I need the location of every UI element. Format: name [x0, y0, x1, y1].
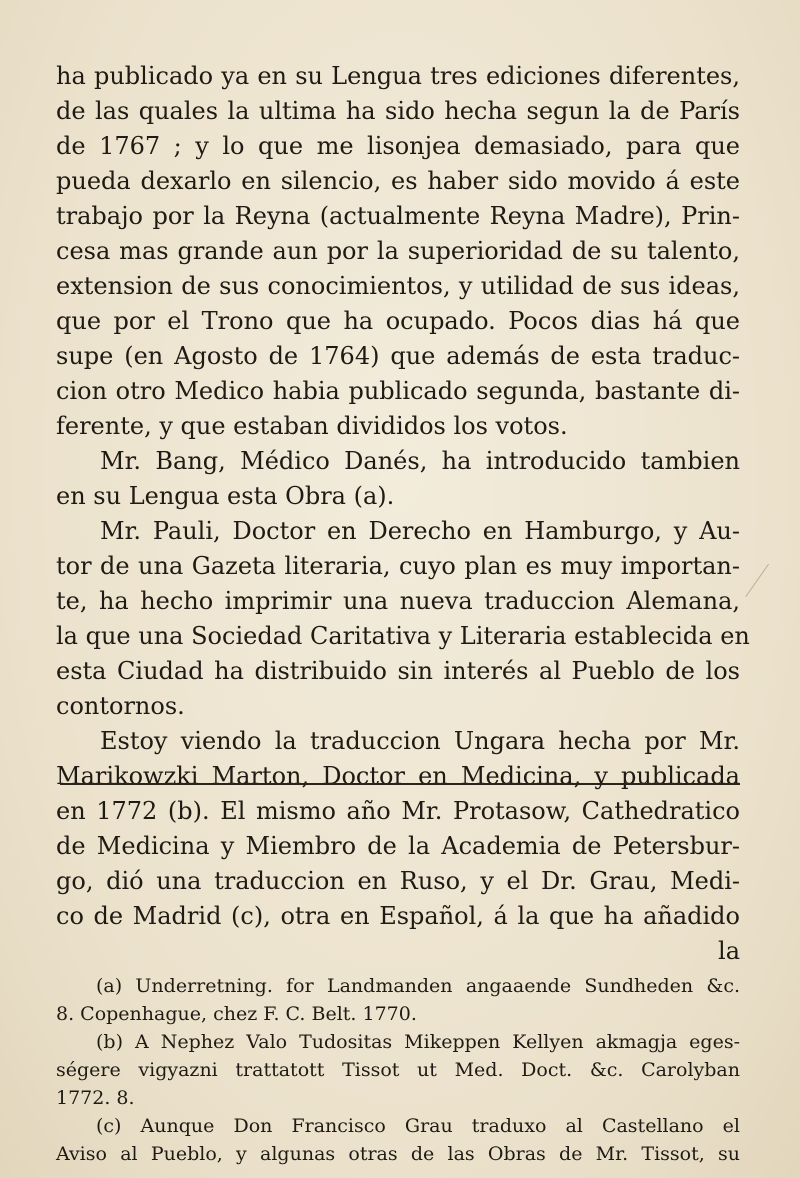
footnote-line: 8. Copenhague, chez F. C. Belt. 1770.	[56, 1003, 417, 1025]
footnote-line: (b) A Nephez Valo Tudositas Mikeppen Kellyen akmagja eges-	[96, 1031, 740, 1053]
body-line: Marikowzki Marton, Doctor en Medicina, y publicada	[56, 762, 740, 790]
body-line: cesa mas grande aun por la superioridad de su talento,	[56, 237, 740, 265]
body-line: Estoy viendo la traduccion Ungara hecha por Mr.	[100, 727, 740, 755]
body-line: te, ha hecho imprimir una nueva traduccion Alemana,	[56, 587, 740, 615]
body-line: contornos.	[56, 692, 185, 720]
body-line: trabajo por la Reyna (actualmente Reyna Madre), Prin-	[56, 202, 740, 230]
catchword: la	[718, 937, 740, 965]
body-line: Mr. Bang, Médico Danés, ha introducido tambien	[100, 447, 740, 475]
body-line: de Medicina y Miembro de la Academia de Petersbur-	[56, 832, 740, 860]
body-line: la que una Sociedad Caritativa y Literaria establecida en	[56, 622, 750, 650]
body-line: ha publicado ya en su Lengua tres ediciones diferentes,	[56, 62, 740, 90]
body-line: extension de sus conocimientos, y utilidad de sus ideas,	[56, 272, 740, 300]
body-line: que por el Trono que ha ocupado. Pocos dias há que	[56, 307, 740, 335]
body-line: cion otro Medico habia publicado segunda, bastante di-	[56, 377, 740, 405]
footnote-line: (a) Underretning. for Landmanden angaaende Sundheden &c.	[96, 975, 740, 997]
body-line: de las quales la ultima ha sido hecha segun la de París	[56, 97, 740, 125]
footnote-line: 1772. 8.	[56, 1087, 135, 1109]
body-line: go, dió una traduccion en Ruso, y el Dr. Grau, Medi-	[56, 867, 740, 895]
body-line: de 1767 ; y lo que me lisonjea demasiado, para que	[56, 132, 740, 160]
body-line: en 1772 (b). El mismo año Mr. Protasow, Cathedratico	[56, 797, 740, 825]
body-line: pueda dexarlo en silencio, es haber sido movido á este	[56, 167, 740, 195]
body-line: esta Ciudad ha distribuido sin interés al Pueblo de los	[56, 657, 740, 685]
body-line: ferente, y que estaban divididos los votos.	[56, 412, 568, 440]
body-line: en su Lengua esta Obra (a).	[56, 482, 395, 510]
body-line: Mr. Pauli, Doctor en Derecho en Hamburgo, y Au-	[100, 517, 740, 545]
body-line: supe (en Agosto de 1764) que además de esta traduc-	[56, 342, 740, 370]
footnote-line: (c) Aunque Don Francisco Grau traduxo al Castellano el	[96, 1115, 740, 1137]
body-line: tor de una Gazeta literaria, cuyo plan es muy importan-	[56, 552, 740, 580]
footnote-line: ségere vigyazni trattatott Tissot ut Med. Doct. &c. Carolyban	[56, 1059, 740, 1081]
footnote-divider	[60, 783, 740, 785]
body-line: co de Madrid (c), otra en Español, á la que ha añadido	[56, 902, 740, 930]
footnote-line: Aviso al Pueblo, y algunas otras de las Obras de Mr. Tissot, su	[56, 1143, 740, 1165]
